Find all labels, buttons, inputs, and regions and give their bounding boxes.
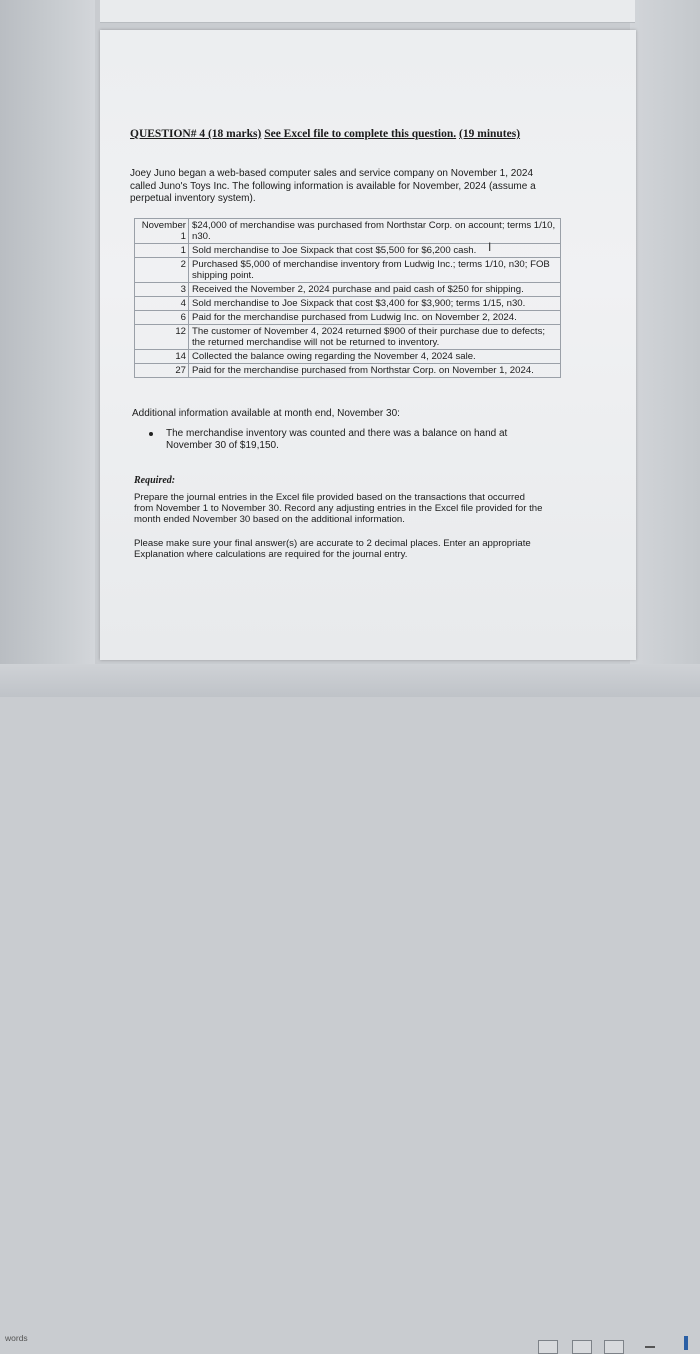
transaction-description: Received the November 2, 2024 purchase and paid cash of $250 for shipping. (189, 283, 561, 297)
transaction-row (135, 244, 561, 258)
zoom-slider[interactable] (645, 1346, 655, 1348)
settings-icon[interactable] (604, 1340, 624, 1354)
transaction-day: 2 (135, 258, 189, 283)
required-text: Prepare the journal entries in the Excel file provided based on the transactions that occurred from November 1 to November 30. Record any adjusting entries in the Excel file provided for the month ended November 30 based on the additional information. (134, 492, 543, 525)
transaction-day: 4 (135, 297, 189, 311)
question-title (130, 128, 570, 140)
transaction-day: 12 (135, 325, 189, 350)
question-time: (19 minutes) (459, 128, 521, 140)
question-instruction: See Excel file to complete this question. (264, 128, 457, 140)
transaction-day: 14 (135, 350, 189, 364)
inventory-note: The merchandise inventory was counted and there was a balance on hand at November 30 of $19,150. (166, 428, 508, 451)
bullet-icon (149, 432, 153, 436)
transaction-description: Sold merchandise to Joe Sixpack that cost $5,500 for $6,200 cash. (189, 244, 561, 258)
transaction-row (135, 258, 561, 283)
transaction-description: Collected the balance owing regarding the November 4, 2024 sale. (189, 350, 561, 364)
transaction-row (135, 311, 561, 325)
transactions-table (134, 218, 561, 378)
transaction-row (135, 325, 561, 350)
transaction-day: November 1 (135, 219, 189, 244)
transaction-row (135, 283, 561, 297)
document-page[interactable] (100, 30, 636, 660)
previous-page-edge (100, 0, 635, 23)
transaction-row (135, 364, 561, 378)
transaction-description: $24,000 of merchandise was purchased from Northstar Corp. on account; terms 1/10, n30. (189, 219, 561, 244)
required-label: Required: (134, 475, 176, 486)
transaction-description: Paid for the merchandise purchased from Ludwig Inc. on November 2, 2024. (189, 311, 561, 325)
transaction-description: Paid for the merchandise purchased from Northstar Corp. on November 1, 2024. (189, 364, 561, 378)
layout-icon[interactable] (538, 1340, 558, 1354)
zoom-indicator[interactable] (684, 1336, 688, 1350)
accuracy-note: Please make sure your final answer(s) are accurate to 2 decimal places. Enter an appropriate Explanation where calculations are required for the journal entry. (134, 538, 531, 560)
transaction-row (135, 219, 561, 244)
transaction-day: 3 (135, 283, 189, 297)
transaction-day: 1 (135, 244, 189, 258)
background-right (630, 0, 700, 697)
question-number: QUESTION# 4 (18 marks) (130, 128, 262, 140)
transaction-description: Sold merchandise to Joe Sixpack that cost $3,400 for $3,900; terms 1/15, n30. (189, 297, 561, 311)
status-bar (0, 664, 700, 1343)
transaction-description: Purchased $5,000 of merchandise inventory from Ludwig Inc.; terms 1/10, n30; FOB shipping point. (189, 258, 561, 283)
text-cursor-icon: I (488, 240, 492, 254)
transaction-day: 27 (135, 364, 189, 378)
transaction-day: 6 (135, 311, 189, 325)
transaction-row (135, 350, 561, 364)
background-left (0, 0, 95, 697)
transaction-description: The customer of November 4, 2024 returned $900 of their purchase due to defects; the returned merchandise will not be returned to inventory. (189, 325, 561, 350)
transaction-row (135, 297, 561, 311)
word-count-label[interactable]: words (5, 1333, 28, 1343)
view-icon[interactable] (572, 1340, 592, 1354)
intro-paragraph: Joey Juno began a web-based computer sales and service company on November 1, 2024 called Juno's Toys Inc. The following information is available for November, 2024 (assume a perpetual inventory system). (130, 168, 536, 204)
additional-info-heading: Additional information available at month end, November 30: (132, 408, 400, 419)
